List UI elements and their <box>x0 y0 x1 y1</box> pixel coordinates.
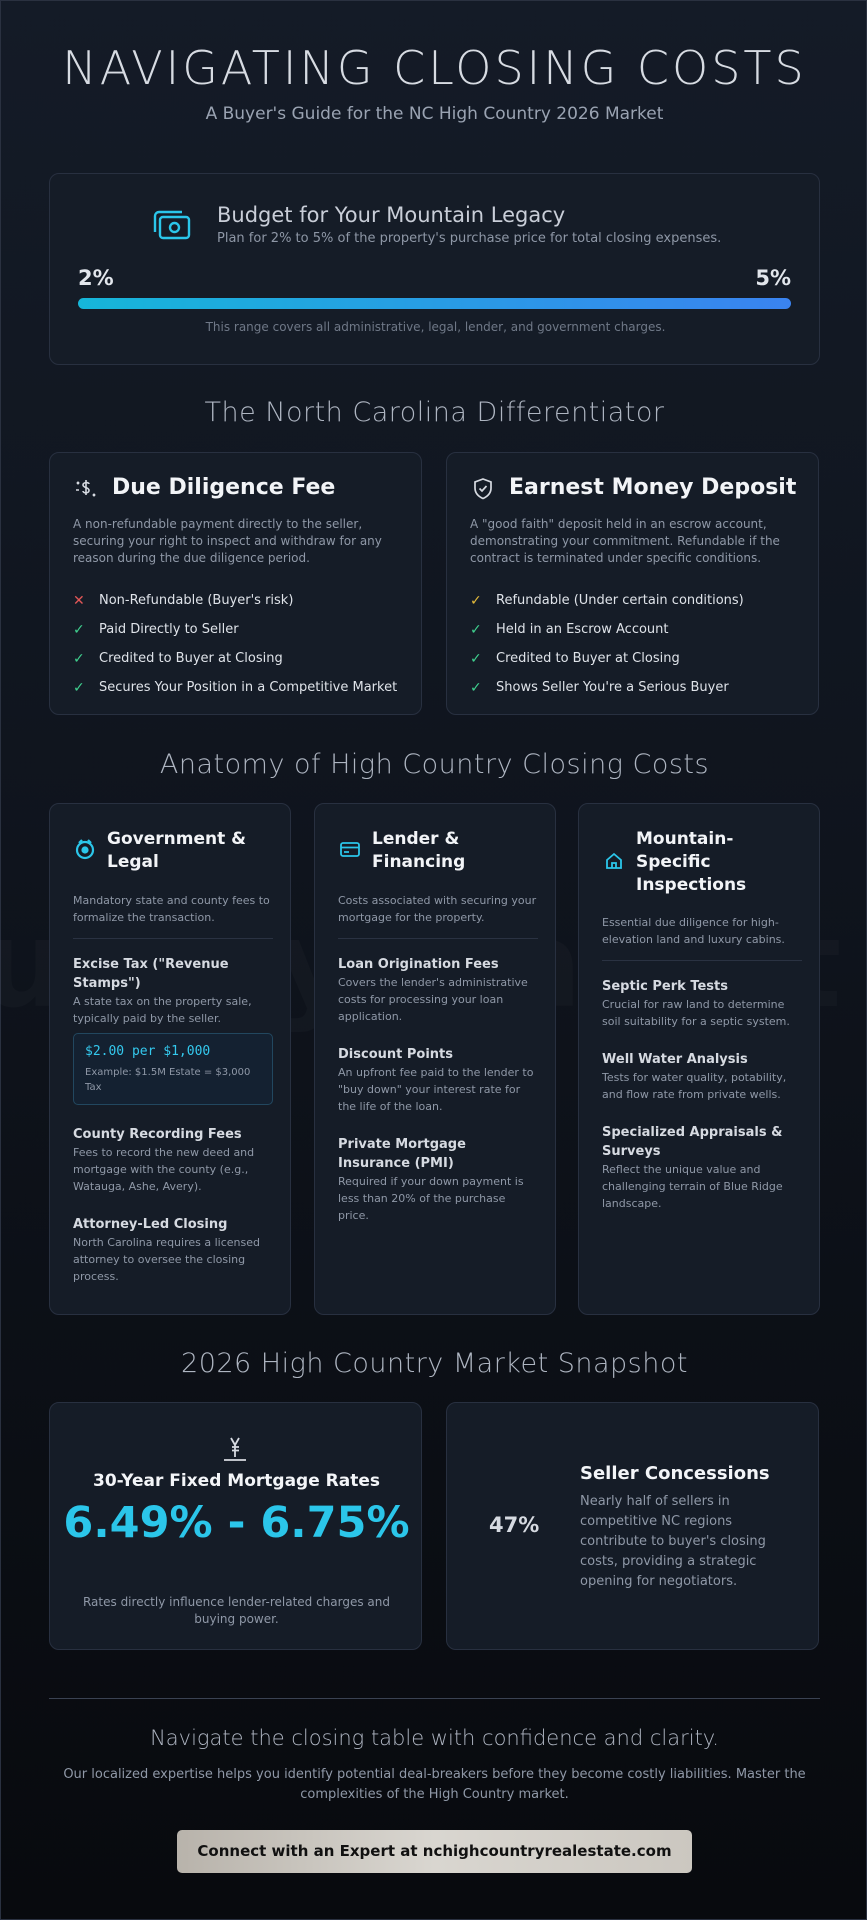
mortgage-rates-title: 30-Year Fixed Mortgage Rates <box>93 1471 380 1491</box>
shield-check-icon <box>471 477 495 501</box>
government-legal-title: Government & Legal <box>107 829 246 872</box>
item-title: Well Water Analysis <box>602 1052 748 1067</box>
item-text: Covers the lender's administrative costs for processing your loan application. <box>338 976 528 1023</box>
lightning-chart-icon <box>220 1435 250 1463</box>
attorney-closing-item <box>73 1215 273 1285</box>
earnest-money-description: A "good faith" deposit held in an escrow account, demonstrating your commitment. Refundable if the contract is terminated under specific conditions. <box>470 517 780 565</box>
pmi-item <box>338 1135 538 1224</box>
list-item <box>470 644 744 673</box>
excise-tax-text: A state tax on the property sale, typically paid by the seller. <box>73 995 252 1025</box>
divider <box>338 938 538 939</box>
divider <box>73 938 273 939</box>
item-title: County Recording Fees <box>73 1127 242 1142</box>
list-item-label: Held in an Escrow Account <box>496 622 669 637</box>
cta-heading: Navigate the closing table with confidence and clarity. <box>150 1726 719 1750</box>
mountain-inspections-title: Mountain-Specific Inspections <box>636 829 747 895</box>
government-legal-description: Mandatory state and county fees to formalize the transaction. <box>73 894 270 924</box>
list-item-label: Paid Directly to Seller <box>99 622 239 637</box>
mountain-inspections-description: Essential due diligence for high-elevation land and luxury cabins. <box>602 916 785 946</box>
check-icon: ✓ <box>73 650 85 667</box>
budget-card <box>49 173 820 365</box>
seller-concessions-card <box>446 1402 819 1650</box>
list-item-label: Non-Refundable (Buyer's risk) <box>99 593 294 608</box>
item-text: Fees to record the new deed and mortgage with the county (e.g., Watauga, Ashe, Avery). <box>73 1146 255 1193</box>
excise-tax-rate: $2.00 per $1,000 <box>85 1044 211 1059</box>
page-title: NAVIGATING CLOSING COSTS <box>62 41 807 95</box>
lender-financing-body <box>338 892 538 1244</box>
lender-financing-title: Lender & Financing <box>372 829 466 872</box>
check-icon: ✓ <box>470 679 482 696</box>
budget-range-bar <box>78 298 791 309</box>
item-title: Specialized Appraisals & Surveys <box>602 1125 783 1159</box>
mortgage-rates-value: 6.49% - 6.75% <box>63 1498 410 1548</box>
mortgage-rates-card <box>49 1402 422 1650</box>
budget-subtitle: Plan for 2% to 5% of the property's purchase price for total closing expenses. <box>217 231 722 246</box>
check-icon: ✓ <box>73 679 85 696</box>
excise-tax-title: Excise Tax ("Revenue Stamps") <box>73 957 229 991</box>
list-item-label: Credited to Buyer at Closing <box>99 651 283 666</box>
earnest-money-title: Earnest Money Deposit <box>509 475 797 500</box>
due-diligence-title: Due Diligence Fee <box>112 475 336 500</box>
check-icon: ✓ <box>470 621 482 638</box>
item-text: Tests for water quality, potability, and flow rate from private wells. <box>602 1071 787 1101</box>
earnest-money-card <box>446 452 819 715</box>
list-item <box>470 586 744 615</box>
seller-concessions-text: Nearly half of sellers in competitive NC regions contribute to buyer's closing costs, providing a strategic opening for negotiators. <box>580 1494 766 1589</box>
money-icon <box>152 208 192 242</box>
item-text: Reflect the unique value and challenging terrain of Blue Ridge landscape. <box>602 1163 783 1210</box>
budget-high-label: 5% <box>755 266 791 290</box>
cta-text: Our localized expertise helps you identify potential deal-breakers before they become costly liabilities. Master the complexities of the High Country market. <box>63 1767 806 1802</box>
list-item <box>470 673 744 702</box>
excise-tax-rate-box <box>73 1033 273 1105</box>
seller-concessions-title: Seller Concessions <box>580 1463 770 1484</box>
government-legal-card <box>49 803 291 1315</box>
list-item <box>470 615 744 644</box>
list-item-label: Credited to Buyer at Closing <box>496 651 680 666</box>
anatomy-heading: Anatomy of High Country Closing Costs <box>159 749 710 780</box>
item-text: Required if your down payment is less than 20% of the purchase price. <box>338 1175 524 1222</box>
county-recording-item <box>73 1125 273 1195</box>
item-title: Discount Points <box>338 1047 453 1062</box>
lender-financing-card <box>314 803 556 1315</box>
mountain-inspections-body <box>602 914 802 1232</box>
government-seal-icon <box>74 838 96 860</box>
septic-perk-item <box>602 977 802 1030</box>
list-item <box>73 644 397 673</box>
item-text: Crucial for raw land to determine soil suitability for a septic system. <box>602 998 790 1028</box>
differentiator-heading: The North Carolina Differentiator <box>204 397 665 428</box>
list-item <box>73 586 397 615</box>
divider <box>602 960 802 961</box>
well-water-item <box>602 1050 802 1103</box>
mortgage-rates-note: Rates directly influence lender-related charges and buying power. <box>82 1595 391 1626</box>
item-text: North Carolina requires a licensed attorney to oversee the closing process. <box>73 1236 260 1283</box>
budget-title: Budget for Your Mountain Legacy <box>217 203 566 227</box>
loan-origination-item <box>338 955 538 1025</box>
due-diligence-card <box>49 452 422 715</box>
discount-points-item <box>338 1045 538 1115</box>
government-legal-body <box>73 892 273 1305</box>
item-title: Septic Perk Tests <box>602 979 728 994</box>
excise-tax-item <box>73 955 273 1027</box>
list-item <box>73 615 397 644</box>
list-item <box>73 673 397 702</box>
dollar-sparkle-icon <box>74 477 98 501</box>
seller-concessions-value: 47% <box>489 1513 540 1537</box>
budget-note: This range covers all administrative, legal, lender, and government charges. <box>205 320 666 334</box>
credit-card-icon <box>339 838 361 860</box>
excise-tax-example: Example: $1.5M Estate = $3,000 Tax <box>85 1067 251 1093</box>
due-diligence-description: A non-refundable payment directly to the seller, securing your right to inspect and withdraw for any reason during the due diligence period. <box>73 517 382 565</box>
snapshot-heading: 2026 High Country Market Snapshot <box>181 1348 688 1379</box>
item-title: Loan Origination Fees <box>338 957 499 972</box>
earnest-money-list <box>470 586 744 702</box>
item-text: An upfront fee paid to the lender to "buy down" your interest rate for the life of the loan. <box>338 1066 534 1113</box>
list-item-label: Secures Your Position in a Competitive Market <box>99 680 398 695</box>
x-mark-icon: ✕ <box>73 592 85 609</box>
item-title: Attorney-Led Closing <box>73 1217 228 1232</box>
connect-expert-button[interactable]: Connect with an Expert at nchighcountryrealestate.com <box>177 1830 692 1873</box>
check-icon: ✓ <box>73 621 85 638</box>
appraisals-item <box>602 1123 802 1212</box>
page-subtitle: A Buyer's Guide for the NC High Country 2026 Market <box>205 104 664 124</box>
list-item-label: Shows Seller You're a Serious Buyer <box>496 680 729 695</box>
lender-financing-description: Costs associated with securing your mortgage for the property. <box>338 894 537 924</box>
list-item-label: Refundable (Under certain conditions) <box>496 593 744 608</box>
item-title: Private Mortgage Insurance (PMI) <box>338 1137 466 1171</box>
mountain-inspections-card <box>578 803 820 1315</box>
check-icon: ✓ <box>470 650 482 667</box>
home-icon <box>603 850 625 872</box>
due-diligence-list <box>73 586 397 702</box>
check-icon: ✓ <box>470 592 482 609</box>
divider <box>49 1698 820 1699</box>
budget-low-label: 2% <box>78 266 114 290</box>
